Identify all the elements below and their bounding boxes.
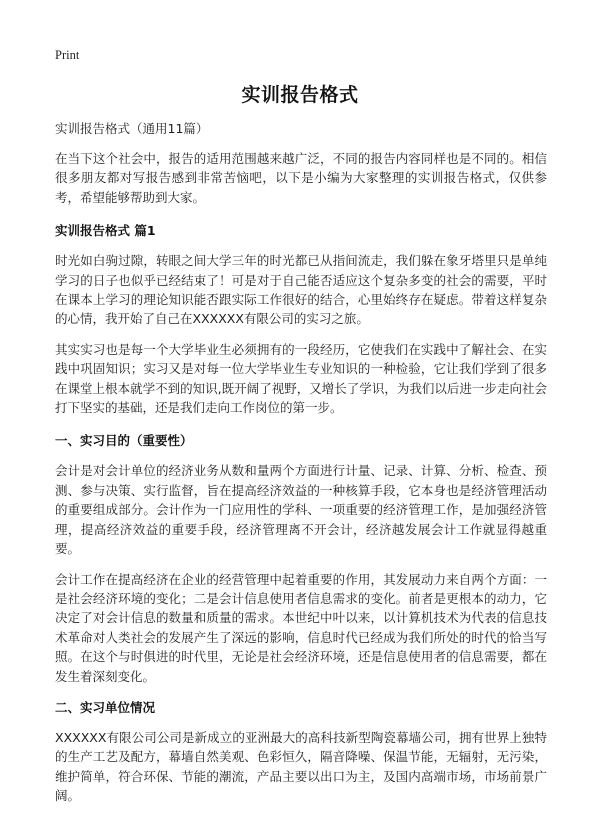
section-paragraph: 时光如白驹过隙，转眼之间大学三年的时光都已从指间流走，我们躲在象牙塔里只是单纯学习的日子也似乎已经结束了！可是对于自己能否适应这个复杂多变的社会的需要，平时在课本上学习的理论知识能否跟实际工作很好的结合，心里始终存在疑虑。带着这样复杂的心情，我开始了自己在XXXXXX有限公司的实习之旅。 bbox=[55, 253, 547, 327]
intro-paragraph: 在当下这个社会中，报告的适用范围越来越广泛，不同的报告内容同样也是不同的。相信很多朋友都对写报告感到非常苦恼吧，以下是小编为大家整理的实训报告格式，仅供参考，希望能够帮助到大家。 bbox=[55, 151, 547, 205]
section-paragraph: XXXXXX有限公司公司是新成立的亚洲最大的高科技新型陶瓷幕墙公司，拥有世界上独特的生产工艺及配方，幕墙自然美观、色彩恒久，隔音降噪、保温节能，无辐射，无污染，维护简单，符合环保、节能的潮流，产品主要以出口为主，及国内高端市场，市场前景广阔。 bbox=[55, 729, 547, 804]
print-link[interactable]: Print bbox=[55, 48, 80, 62]
section-paragraph: 会计工作在提高经济在企业的经营管理中起着重要的作用，其发展动力来自两个方面：一是社会经济环境的变化；二是会计信息使用者信息需求的变化。前者是更根本的动力，它决定了对会计信息的数量和质量的需求。本世纪中叶以来，以计算机技术为代表的信息技术革命对人类社会的发展产生了深远的影响，信息时代已经成为我们所处的时代的恰当写照。在这个与时俱进的时代里，无论是社会经济环境，还是信息使用者的信息需要，都在发生着深刻变化。 bbox=[55, 571, 547, 684]
section-paragraph: 会计是对会计单位的经济业务从数和量两个方面进行计量、记录、计算、分析、检查、预测、参与决策、实行监督，旨在提高经济效益的一种核算手段，它本身也是经济管理活动的重要组成部分。会计作为一门应用性的学科、一项重要的经济管理工作，是加强经济管理，提高经济效益的重要手段，经济管理离不开会计，经济越发展会计工作就显得越重要。 bbox=[55, 463, 547, 557]
section-heading: 实训报告格式 篇1 bbox=[55, 223, 156, 239]
document-body bbox=[55, 119, 547, 817]
document-subtitle: 实训报告格式（通用11篇） bbox=[55, 121, 209, 136]
section-heading: 一、实习目的（重要性） bbox=[55, 433, 193, 449]
page-title: 实训报告格式 bbox=[241, 84, 359, 106]
section-paragraph: 其实实习也是每一个大学毕业生必须拥有的一段经历，它使我们在实践中了解社会、在实践中巩固知识；实习又是对每一位大学毕业生专业知识的一种检验，它让我们学到了很多在课堂上根本就学不到的知识,既开阔了视野，又增长了学识，为我们以后进一步走向社会打下坚实的基础，还是我们走向工作岗位的第一步。 bbox=[55, 341, 547, 416]
section-heading: 二、实习单位情况 bbox=[55, 699, 156, 715]
